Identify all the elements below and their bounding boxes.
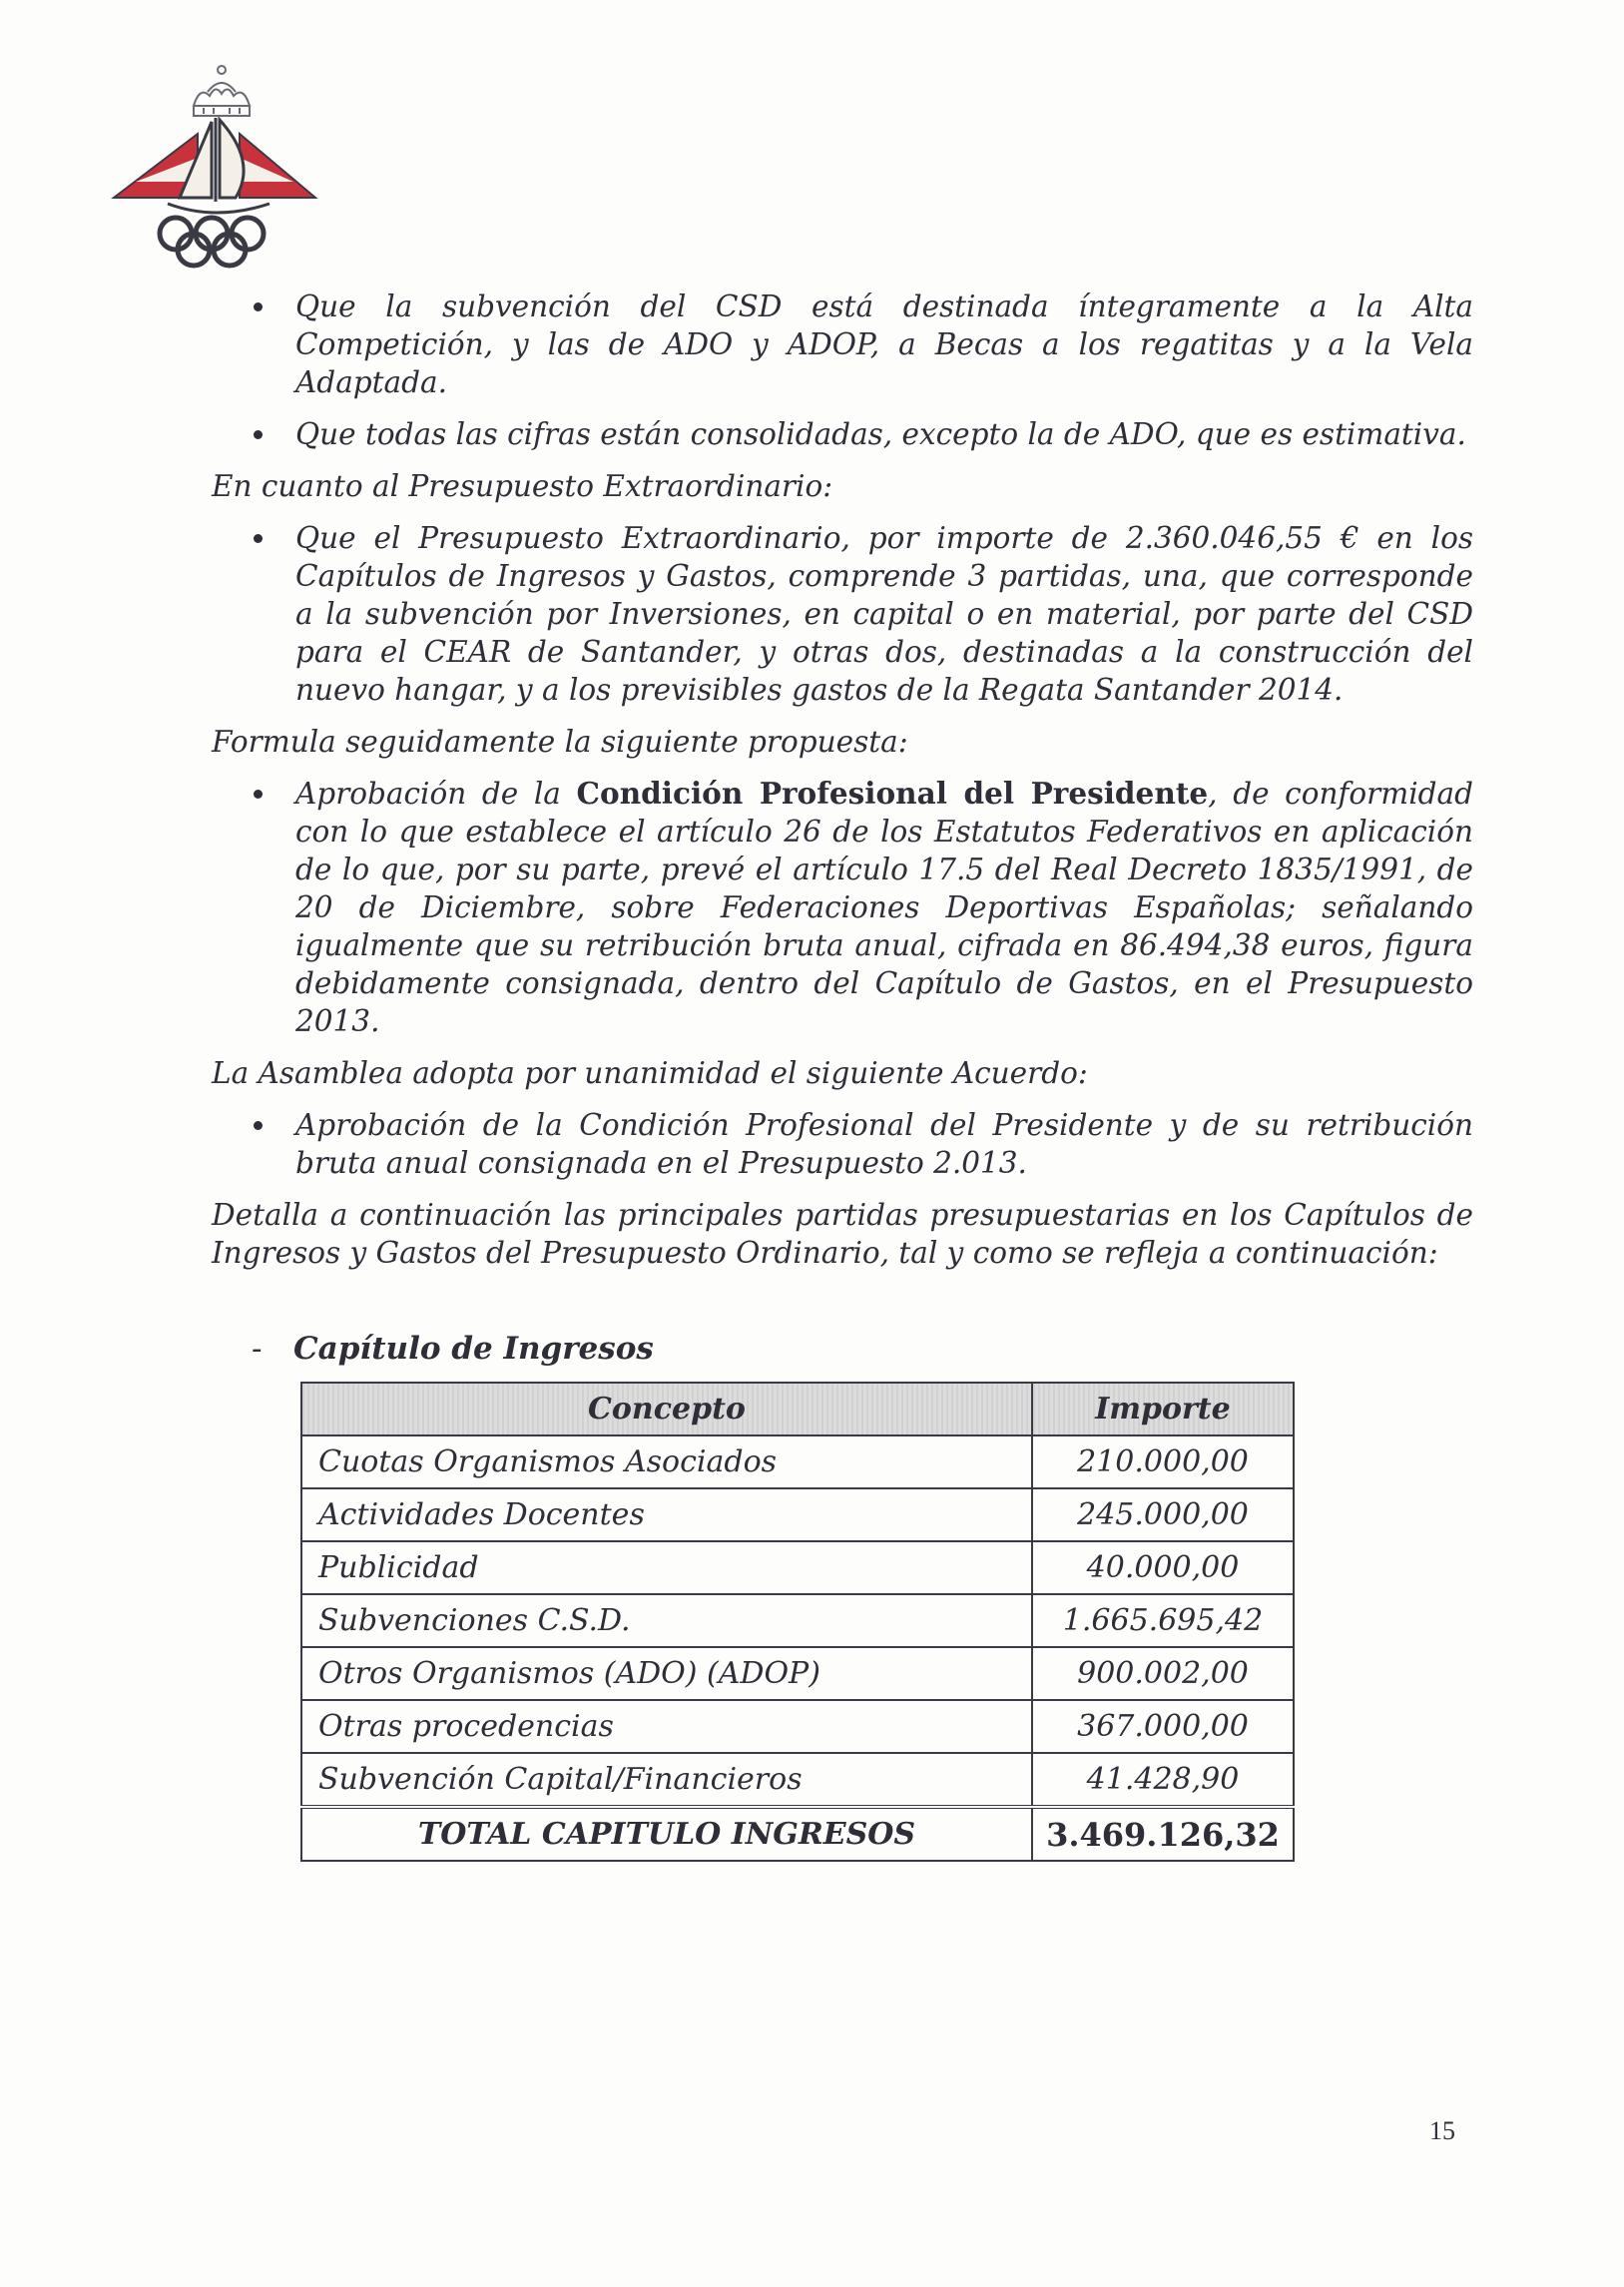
table-row bbox=[301, 1753, 1294, 1807]
paragraph-presupuesto-extraordinario: En cuanto al Presupuesto Extraordinario: bbox=[212, 469, 833, 503]
paragraph-asamblea-acuerdo: La Asamblea adopta por unanimidad el siguiente Acuerdo: bbox=[212, 1056, 1088, 1090]
cell-concepto: Publicidad bbox=[301, 1541, 1032, 1594]
total-label: TOTAL CAPITULO INGRESOS bbox=[301, 1807, 1032, 1861]
ingresos-table bbox=[300, 1382, 1295, 1862]
cell-importe: 40.000,00 bbox=[1032, 1541, 1294, 1594]
table-row bbox=[301, 1700, 1294, 1753]
bullet-text: Que la subvención del CSD está destinada íntegramente a la Alta Competición, y las de ADO y ADOP, a Becas a los regatitas y a la Vela Adaptada. bbox=[295, 289, 1473, 399]
cell-concepto: Actividades Docentes bbox=[301, 1488, 1032, 1541]
cell-importe: 245.000,00 bbox=[1032, 1488, 1294, 1541]
paragraph-formula-propuesta: Formula seguidamente la siguiente propuesta: bbox=[212, 725, 908, 759]
header-importe: Importe bbox=[1032, 1383, 1294, 1435]
bullet-dot-icon bbox=[254, 790, 263, 799]
cell-importe: 900.002,00 bbox=[1032, 1647, 1294, 1700]
heading-dash: - bbox=[252, 1331, 263, 1367]
table-row bbox=[301, 1488, 1294, 1541]
bullet-dot-icon bbox=[254, 430, 263, 439]
bullet-presupuesto-extraordinario bbox=[212, 519, 1473, 709]
total-amount: 3.469.126,32 bbox=[1032, 1807, 1294, 1861]
table-total-row bbox=[301, 1807, 1294, 1861]
cell-importe: 210.000,00 bbox=[1032, 1435, 1294, 1488]
bullet-text-end: , de conformidad con lo que establece el artículo 26 de los Estatutos Federativos en aplicación de lo que, por su parte, prevé el artículo 17.5 del Real Decreto 1835/1991, de 20 de Diciembre, sobre Federaciones Deportivas Españolas; señalando igualmente que su retribución bruta anual, cifrada en 86.494,38 euros, figura debidamente consignada, dentro del Capítulo de Gastos, en el Presupuesto 2013. bbox=[295, 777, 1474, 1038]
bullet-text: Que el Presupuesto Extraordinario, por importe de 2.360.046,55 € en los Capítulos de Ingresos y Gastos, comprende 3 partidas, una, que corresponde a la subvención por Inversiones, en capital o en material, por parte del CSD para el CEAR de Santander, y otras dos, destinadas a la construcción del nuevo hangar, y a los previsibles gastos de la Regata Santander 2014. bbox=[295, 521, 1473, 707]
bullet-cifras-consolidadas bbox=[212, 415, 1473, 453]
cell-concepto: Subvenciones C.S.D. bbox=[301, 1594, 1032, 1647]
bullet-text: Que todas las cifras están consolidadas, excepto la de ADO, que es estimativa. bbox=[295, 417, 1466, 451]
cell-importe: 1.665.695,42 bbox=[1032, 1594, 1294, 1647]
bullet-dot-icon bbox=[254, 534, 263, 543]
bullet-subvencion-csd bbox=[212, 287, 1473, 401]
bullet-dot-icon bbox=[254, 302, 263, 311]
federation-logo-icon bbox=[108, 62, 331, 274]
table-row bbox=[301, 1647, 1294, 1700]
document-body bbox=[212, 287, 1473, 1862]
heading-title: Capítulo de Ingresos bbox=[293, 1331, 654, 1367]
header-concepto: Concepto bbox=[301, 1383, 1032, 1435]
paragraph-detalla-partidas: Detalla a continuación las principales partidas presupuestarias en los Capítulos de Ingresos y Gastos del Presupuesto Ordinario, tal y como se refleja a continuación: bbox=[212, 1198, 1473, 1270]
cell-importe: 41.428,90 bbox=[1032, 1753, 1294, 1807]
table-row bbox=[301, 1594, 1294, 1647]
bullet-text-start: Aprobación de la bbox=[295, 777, 577, 811]
bullet-condicion-profesional bbox=[212, 775, 1473, 1040]
table-header-row bbox=[301, 1383, 1294, 1435]
page-number: 15 bbox=[1429, 2116, 1455, 2145]
table-row bbox=[301, 1435, 1294, 1488]
cell-concepto: Subvención Capital/Financieros bbox=[301, 1753, 1032, 1807]
cell-concepto: Otros Organismos (ADO) (ADOP) bbox=[301, 1647, 1032, 1700]
cell-concepto: Otras procedencias bbox=[301, 1700, 1032, 1753]
bullet-dot-icon bbox=[254, 1121, 263, 1130]
bullet-acuerdo bbox=[212, 1106, 1473, 1182]
bullet-text: Aprobación de la Condición Profesional del Presidente y de su retribución bruta anual consignada en el Presupuesto 2.013. bbox=[295, 1108, 1473, 1180]
section-heading-ingresos bbox=[252, 1330, 1473, 1368]
cell-importe: 367.000,00 bbox=[1032, 1700, 1294, 1753]
table-row bbox=[301, 1541, 1294, 1594]
bullet-bold-phrase: Condición Profesional del Presidente bbox=[576, 776, 1209, 811]
cell-concepto: Cuotas Organismos Asociados bbox=[301, 1435, 1032, 1488]
